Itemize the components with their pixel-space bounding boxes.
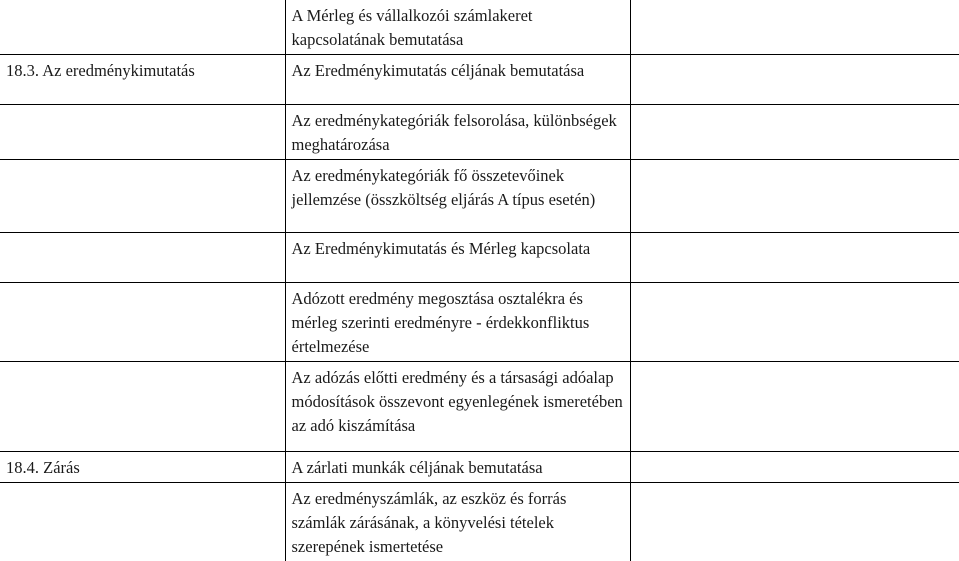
section-cell: 18.4. Zárás [0, 452, 285, 483]
notes-cell [630, 55, 959, 105]
topic-cell: Az adózás előtti eredmény és a társasági adóalap módosítások összevont egyenlegének ismeretében az adó kiszámítása [285, 362, 630, 452]
topic-cell: Az Eredménykimutatás és Mérleg kapcsolata [285, 233, 630, 283]
topic-cell: A zárlati munkák céljának bemutatása [285, 452, 630, 483]
table-row [0, 483, 959, 561]
topic-cell: A Mérleg és vállalkozói számlakeret kapcsolatának bemutatása [285, 0, 630, 55]
table-row [0, 452, 959, 483]
topic-cell: Az Eredménykimutatás céljának bemutatása [285, 55, 630, 105]
notes-cell [630, 452, 959, 483]
table-row [0, 55, 959, 105]
notes-cell [630, 160, 959, 233]
section-cell [0, 283, 285, 362]
table-row [0, 160, 959, 233]
section-cell [0, 362, 285, 452]
topic-cell: Adózott eredmény megosztása osztalékra és mérleg szerinti eredményre - érdekkonfliktus értelmezése [285, 283, 630, 362]
topic-cell: Az eredménykategóriák felsorolása, különbségek meghatározása [285, 105, 630, 160]
section-cell: 18.3. Az eredménykimutatás [0, 55, 285, 105]
notes-cell [630, 105, 959, 160]
notes-cell [630, 0, 959, 55]
table-row [0, 233, 959, 283]
topic-cell: Az eredményszámlák, az eszköz és forrás számlák zárásának, a könyvelési tételek szerepének ismertetése [285, 483, 630, 561]
table-row [0, 362, 959, 452]
section-cell [0, 233, 285, 283]
notes-cell [630, 362, 959, 452]
table-row [0, 0, 959, 55]
table-row [0, 283, 959, 362]
topic-cell: Az eredménykategóriák fő összetevőinek jellemzése (összköltség eljárás A típus esetén) [285, 160, 630, 233]
section-cell [0, 160, 285, 233]
section-cell [0, 483, 285, 561]
notes-cell [630, 233, 959, 283]
notes-cell [630, 483, 959, 561]
table-row [0, 105, 959, 160]
notes-cell [630, 283, 959, 362]
section-cell [0, 0, 285, 55]
section-cell [0, 105, 285, 160]
